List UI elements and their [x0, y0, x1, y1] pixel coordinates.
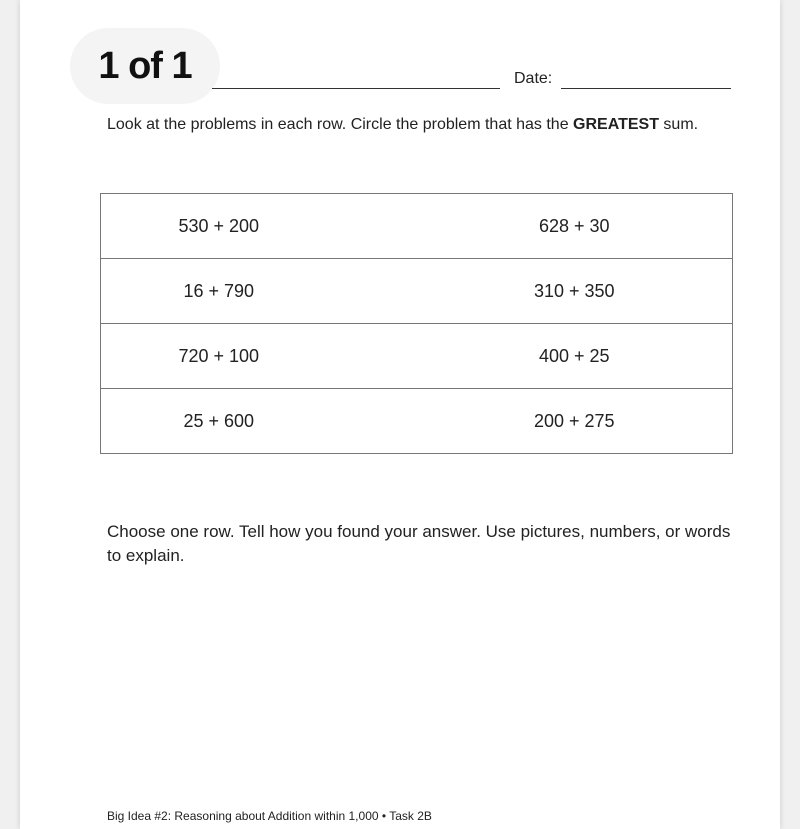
problem-cell[interactable]: 720 + 100 [101, 324, 417, 389]
problem-cell[interactable]: 400 + 25 [417, 324, 733, 389]
problem-cell[interactable]: 628 + 30 [417, 194, 733, 259]
date-blank-line[interactable] [561, 88, 731, 89]
table-row [101, 389, 733, 454]
problem-cell[interactable]: 25 + 600 [101, 389, 417, 454]
instructions-emphasis: GREATEST [573, 116, 659, 133]
table-row [101, 259, 733, 324]
problem-cell[interactable]: 200 + 275 [417, 389, 733, 454]
problem-cell[interactable]: 530 + 200 [101, 194, 417, 259]
instructions-text-after: sum. [658, 116, 699, 133]
problem-cell[interactable]: 16 + 790 [101, 259, 417, 324]
instructions-text [107, 113, 747, 137]
page-footer: Big Idea #2: Reasoning about Addition within 1,000 • Task 2B [107, 809, 432, 823]
page-counter-badge: 1 of 1 [70, 28, 220, 104]
problem-cell[interactable]: 310 + 350 [417, 259, 733, 324]
date-label: Date: [514, 70, 553, 87]
instructions-text-before: Look at the problems in each row. Circle the problem that has the [107, 116, 574, 133]
name-blank-line[interactable] [212, 88, 500, 89]
worksheet-page [20, 0, 780, 829]
problems-table [100, 193, 733, 454]
table-row [101, 194, 733, 259]
explain-prompt: Choose one row. Tell how you found your answer. Use pictures, numbers, or words to explain. [107, 522, 731, 565]
table-row [101, 324, 733, 389]
